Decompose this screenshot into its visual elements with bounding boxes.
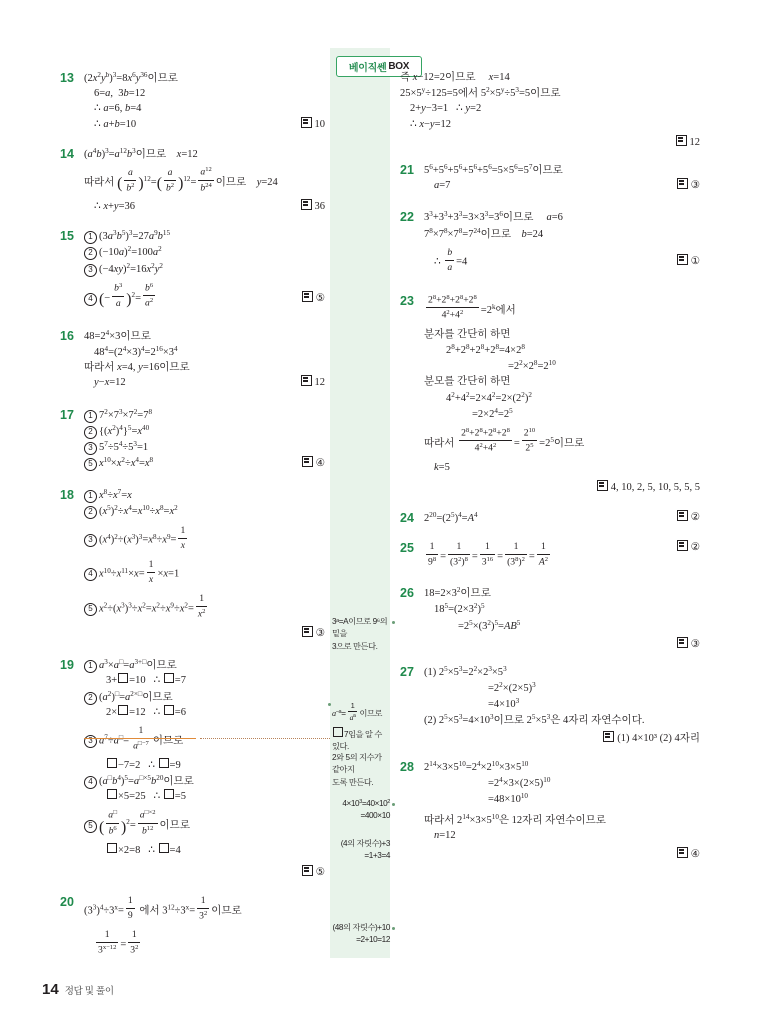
solution-line: 따라서 x=4, y=16이므로	[84, 362, 190, 374]
side-note-line: =400×10	[360, 811, 390, 821]
solution-line: ∴ a=6, b=4	[94, 103, 142, 115]
highlight-rule	[84, 738, 196, 739]
solution-item-20	[60, 894, 325, 958]
solution-number: 22	[400, 210, 414, 225]
solution-line: $7^8\times 7^8\times 7^8=7^{24}$이므로 b=24	[424, 226, 544, 240]
right-solution-column	[400, 70, 700, 872]
option-5-icon: 5	[84, 820, 97, 833]
solution-item-24	[400, 510, 700, 526]
solution-line: $18=2\times 3^2$이므로	[424, 586, 491, 600]
solution-line: ∴ x−y=12	[410, 118, 451, 130]
answer-tag: 36	[301, 199, 326, 214]
answer-tag: ④	[302, 456, 325, 471]
answer-box-icon	[677, 637, 688, 648]
solution-line: 2 $(-10a)^2=100a^2$	[84, 244, 325, 260]
answer-box-icon	[677, 254, 688, 265]
side-note-bullet	[392, 803, 395, 806]
solution-number: 28	[400, 759, 414, 774]
option-5-icon: 5	[84, 603, 97, 616]
solution-line: $5^6+5^6+5^6+5^6+5^6=5\times 5^6=5^7$이므로	[424, 163, 563, 176]
answer-tag: 10	[301, 117, 326, 132]
solution-line: 5 $x^2\div(x^3)^3\div x^2=x^2\div x^9\div x^2=$ $\frac{1}{x^2}$	[84, 592, 325, 622]
option-2-icon: 2	[84, 426, 97, 439]
answer-tag: ②	[677, 540, 700, 555]
answer-box-icon	[677, 178, 688, 189]
answer-tag: ④	[677, 849, 700, 860]
blank-box-icon	[333, 727, 343, 737]
answer-tag: 4, 10, 2, 5, 10, 5, 5, 5	[597, 482, 700, 493]
solution-line: ∴ a+b=10 10	[84, 117, 325, 132]
blank-box-icon	[118, 705, 128, 715]
blank-box-icon	[118, 673, 128, 683]
answer-tag: ⑤	[302, 867, 325, 878]
solution-line: $\frac{1}{3^{x-12}}$ = $\frac{1}{3^2}$	[98, 929, 139, 957]
solution-line: $3^3+3^3+3^3=3\times 3^3=3^6$이므로 a=6	[424, 210, 563, 224]
side-note-bullet	[392, 927, 395, 930]
answer-tag: (1) 4×10³ (2) 4자리	[603, 733, 700, 744]
solution-number: 19	[60, 658, 74, 673]
blank-box-icon	[159, 758, 169, 768]
solution-line: n=12	[434, 830, 456, 842]
blank-box-icon	[107, 789, 117, 799]
option-1-icon: 1	[84, 660, 97, 673]
solution-line: 2× =12 ∴ =6	[106, 706, 186, 718]
solution-number: 18	[60, 488, 74, 503]
solution-line: 6=a, 3b=12	[94, 88, 146, 100]
solution-line	[424, 731, 700, 746]
side-note-line: =2+10=12	[356, 935, 390, 945]
side-note-line: (4의 자릿수)+3	[340, 839, 390, 848]
solution-line: 5 ( $\frac{a^□}{b^6}$ )$^2$= $\frac{a^{□\times 2}}{b^{12}}$ 이므로	[84, 808, 325, 839]
solution-line: a=7 ③	[424, 178, 700, 193]
side-note-line: 2와 5의 지수가 같아지	[332, 753, 382, 775]
side-note-bullet	[328, 703, 331, 706]
solution-number: 14	[60, 146, 74, 161]
solution-line: 따라서 ( $\frac{a}{b^2}$ )$^{12}$=( $\frac{a}{b^2}$ )$^{12}$= $\frac{a^{12}}{b^{24}}$ 이므로 y=24	[84, 165, 278, 194]
solution-line: $2^8+2^8+2^8+2^8=4\times 2^8$	[446, 343, 525, 357]
solution-line: 즉 x−12=2이므로 x=14	[400, 72, 510, 83]
solution-line: $2^{20}=(2^5)^4=A^4$ ②	[424, 510, 700, 526]
solution-line: $48^4=(2^4\times 3)^4=2^{16}\times 3^4$	[94, 345, 178, 359]
solution-item-15	[60, 228, 325, 312]
solution-item-16	[60, 328, 325, 391]
answer-tag: 12	[676, 137, 701, 148]
blank-box-icon	[164, 673, 174, 683]
answer-box-icon	[597, 480, 608, 491]
solution-line: y−x=12 12	[84, 375, 325, 390]
solution-item-23	[400, 293, 700, 496]
solution-line: 3+ =10 ∴ =7	[106, 675, 186, 687]
solution-line: 분모를 간단히 하면	[424, 376, 511, 388]
side-note-line: 도록 만든다.	[332, 777, 374, 787]
side-note-digit-1	[326, 838, 390, 863]
option-1-icon: 1	[84, 410, 97, 423]
option-3-icon: 3	[84, 264, 97, 277]
option-3-icon: 3	[84, 442, 97, 455]
side-note-leader	[200, 738, 330, 739]
solution-line: $(3^3)^4\div 3^x=$ $\frac{1}{9}$ 에서 $3^{12}\div 3^x=$ $\frac{1}{3^2}$ 이므로	[84, 894, 242, 922]
solution-item-22	[400, 209, 700, 274]
solution-line: (1) $2^5\times 5^3=2^2\times 2^3\times 5^3$	[424, 664, 507, 678]
side-note-neg-exp	[332, 700, 390, 753]
answer-box-icon	[677, 540, 688, 551]
side-note-line: 7임을 알 수 있다.	[332, 727, 390, 754]
blank-box-icon	[107, 843, 117, 853]
solution-line: 2+y−3=1 ∴ y=2	[410, 103, 482, 115]
solution-line: $4^2+4^2=2\times 4^2=2\times(2^2)^2$	[446, 390, 532, 404]
answer-tag: ③	[677, 639, 700, 650]
solution-line: $=2^2\times 2^8=2^{10}$	[508, 359, 556, 373]
option-3-icon: 3	[84, 735, 97, 748]
box-tag-prefix: 베이직쎈	[348, 63, 387, 74]
solution-line	[424, 480, 700, 495]
solution-line: 2 $(x^5)^2\div x^4=x^{10}\div x^8=x^2$	[84, 503, 325, 519]
side-note-bullet	[392, 621, 395, 624]
solution-item-27	[400, 664, 700, 747]
solution-line: $48=2^4\times 3$이므로	[84, 328, 151, 342]
solution-item-21	[400, 162, 700, 193]
solution-number: 20	[60, 894, 74, 909]
side-note-line: $4\times 10^3=40\times 10^2$	[342, 799, 390, 809]
solution-line: $(2x^2y^b)^3=8x^6y^{36}$이므로	[84, 71, 178, 84]
solution-line: $18^5=(2\times 3^2)^5$	[434, 602, 485, 616]
solution-item-13	[60, 70, 325, 132]
solution-line: 1 $a^3\times a^□=a^{3+□}$이므로	[84, 657, 325, 673]
blank-box-icon	[159, 843, 169, 853]
answer-tag: ②	[677, 510, 700, 525]
solution-line: $25\times 5^y\div 125=5$에서 $5^2\times 5^y\div 5^3=5$이므로	[400, 86, 561, 100]
solution-number: 24	[400, 510, 414, 525]
solution-line: (2) $2^5\times 5^3=4\times 10^3$이므로 $2^5\times 5^3$은 4자리 자연수이다.	[424, 713, 645, 727]
solution-line: 따라서 $2^{14}\times 3\times 5^{10}$은 12자리 자연수이므로	[424, 813, 606, 827]
solution-line: 따라서 $\frac{2^8+2^8+2^8+2^8}{4^2+4^2}$ = $\frac{2^{10}}{2^5}$ $=2^5$이므로	[424, 426, 585, 455]
solution-line: ∴ $\frac{b}{a}$ =4 ①	[434, 246, 700, 273]
side-note-2-5	[332, 752, 390, 789]
answer-box-icon	[302, 291, 313, 302]
side-note-line: (48의 자릿수)+10	[332, 923, 390, 932]
solution-line: −7=2 ∴ =9	[84, 758, 325, 773]
option-2-icon: 2	[84, 506, 97, 519]
solution-line: 2 $(a^2)^□=a^{2\times□}$이므로	[84, 689, 325, 705]
solution-line: k=5	[434, 462, 450, 474]
solution-number: 26	[400, 586, 414, 601]
solution-line: 4 $x^{10}\div x^{11}\times x=$ $\frac{1}{x}$ ×x=1	[84, 558, 325, 587]
solution-line: $=48\times 10^{10}$	[488, 791, 528, 805]
left-solution-column	[60, 70, 325, 967]
side-note-line: $a^{-a}=$ $\frac{1}{a^a}$ 이므로	[332, 701, 382, 723]
solution-line: 4 (− $\frac{b^3}{a}$ )$^2$= $\frac{b^6}{a^2}$ ⑤	[84, 281, 325, 312]
answer-box-icon	[677, 847, 688, 858]
option-1-icon: 1	[84, 490, 97, 503]
solution-item-14	[60, 146, 325, 215]
answer-tag: ③	[677, 178, 700, 193]
side-note-digit-2	[322, 922, 390, 947]
option-4-icon: 4	[84, 293, 97, 306]
answer-box-icon	[301, 199, 312, 210]
page-footer	[42, 981, 114, 998]
answer-box-icon	[302, 865, 313, 876]
answer-tag: 12	[301, 375, 326, 390]
solution-number: 16	[60, 328, 74, 343]
option-2-icon: 2	[84, 247, 97, 260]
solution-line: $\frac{1}{9^8}$ = $\frac{1}{(3^2)^8}$ = $\frac{1}{3^{16}}$ = $\frac{1}{(3^8)^2}$ = $\frac{1}{A^2}$ ②	[428, 540, 700, 568]
solution-line: ×5=25 ∴ =5	[84, 789, 325, 804]
solution-line: 분자를 간단히 하면	[424, 328, 511, 340]
solution-number: 21	[400, 163, 414, 178]
solution-item-19	[60, 657, 325, 880]
solution-item-28	[400, 759, 700, 863]
answer-box-icon	[603, 731, 614, 742]
solution-item-20-continued	[400, 70, 700, 150]
option-5-icon: 5	[84, 458, 97, 471]
solution-item-26	[400, 585, 700, 652]
solution-line	[400, 135, 700, 150]
option-4-icon: 4	[84, 776, 97, 789]
box-tag-suffix: BOX	[388, 61, 410, 72]
solution-line: $(a^4b)^3=a^{12}b^3$이므로 x=12	[84, 146, 198, 160]
solution-line: 4 $(a^□b^4)^5=a^{□\times 5}b^{20}$이므로	[84, 773, 325, 789]
side-note-3a	[332, 616, 390, 653]
solution-item-18	[60, 487, 325, 641]
answer-box-icon	[302, 456, 313, 467]
option-3-icon: 3	[84, 534, 97, 547]
answer-box-icon	[301, 117, 312, 128]
solution-line: $=2^5\times(3^2)^5=AB^5$	[458, 618, 521, 632]
answer-tag: ③	[302, 628, 325, 639]
solution-line: $=4\times 10^3$	[488, 697, 520, 711]
blank-box-icon	[164, 789, 174, 799]
solution-item-25	[400, 540, 700, 570]
answer-box-icon	[676, 135, 687, 146]
solution-line	[84, 865, 325, 880]
solution-line: $\frac{2^8+2^8+2^8+2^8}{4^2+4^2}$ $=2^k$에서	[428, 293, 516, 321]
solution-number: 13	[60, 71, 74, 85]
solution-line: 3 $(x^4)^2\div(x^3)^3=x^8\div x^9=$ $\frac{1}{x}$	[84, 524, 325, 553]
solution-line	[84, 626, 325, 641]
option-2-icon: 2	[84, 692, 97, 705]
side-note-calc-1	[326, 798, 390, 823]
solution-line	[424, 847, 700, 862]
side-note-line: 3으로 만든다.	[332, 641, 378, 651]
solution-line: 1 $(3a^3b^5)^3=27a^9b^{15}$	[84, 228, 325, 244]
answer-tag: ⑤	[302, 291, 325, 306]
solution-line: 1 $7^2\times 7^3\times 7^2=7^8$	[84, 407, 325, 423]
solution-number: 25	[400, 540, 414, 555]
side-note-line: =1+3=4	[364, 851, 390, 861]
answer-tag: ①	[677, 254, 700, 269]
footer-label: 정답 및 풀이	[64, 986, 114, 997]
side-note-line: 3ᵃ=A이므로 9⁶의 밑을	[332, 617, 388, 639]
answer-box-icon	[677, 510, 688, 521]
solution-item-17	[60, 407, 325, 472]
solution-line: 2 $\{(x^2)^4\}^5=x^{40}$	[84, 423, 325, 439]
solution-line: 3 $a^7\div a^□=$ $\frac{1}{a^{□-7}}$ 이므로	[84, 724, 325, 754]
answer-box-icon	[301, 375, 312, 386]
answer-box-icon	[302, 626, 313, 637]
solution-line: $=2^4\times 3\times(2\times 5)^{10}$	[488, 775, 551, 789]
solution-line: 3 $5^7\div 5^4\div 5^3=1$	[84, 439, 325, 455]
solution-number: 17	[60, 407, 74, 422]
solution-number: 27	[400, 664, 414, 679]
solution-number: 15	[60, 229, 74, 244]
solution-line: ∴ x+y=36 36	[84, 199, 325, 214]
option-4-icon: 4	[84, 568, 97, 581]
option-1-icon: 1	[84, 231, 97, 244]
solution-line: ×2=8 ∴ =4	[84, 843, 325, 858]
solution-line: 1 $x^8\div x^7=x$	[84, 487, 325, 503]
solution-line: $=2^2\times(2\times 5)^3$	[488, 681, 536, 694]
solution-number: 23	[400, 293, 414, 308]
solution-line	[424, 637, 700, 652]
page-number: 14	[42, 981, 59, 998]
blank-box-icon	[164, 705, 174, 715]
solution-line: 3 $(-4xy)^2=16x^2y^2$	[84, 261, 325, 277]
blank-box-icon	[107, 758, 117, 768]
solution-line: $2^{14}\times 3\times 5^{10}=2^4\times 2^{10}\times 3\times 5^{10}$	[424, 759, 529, 773]
solution-line: $=2\times 2^4=2^5$	[472, 406, 513, 420]
solution-line: 5 $x^{10}\times x^2\div x^4=x^8$ ④	[84, 455, 325, 471]
